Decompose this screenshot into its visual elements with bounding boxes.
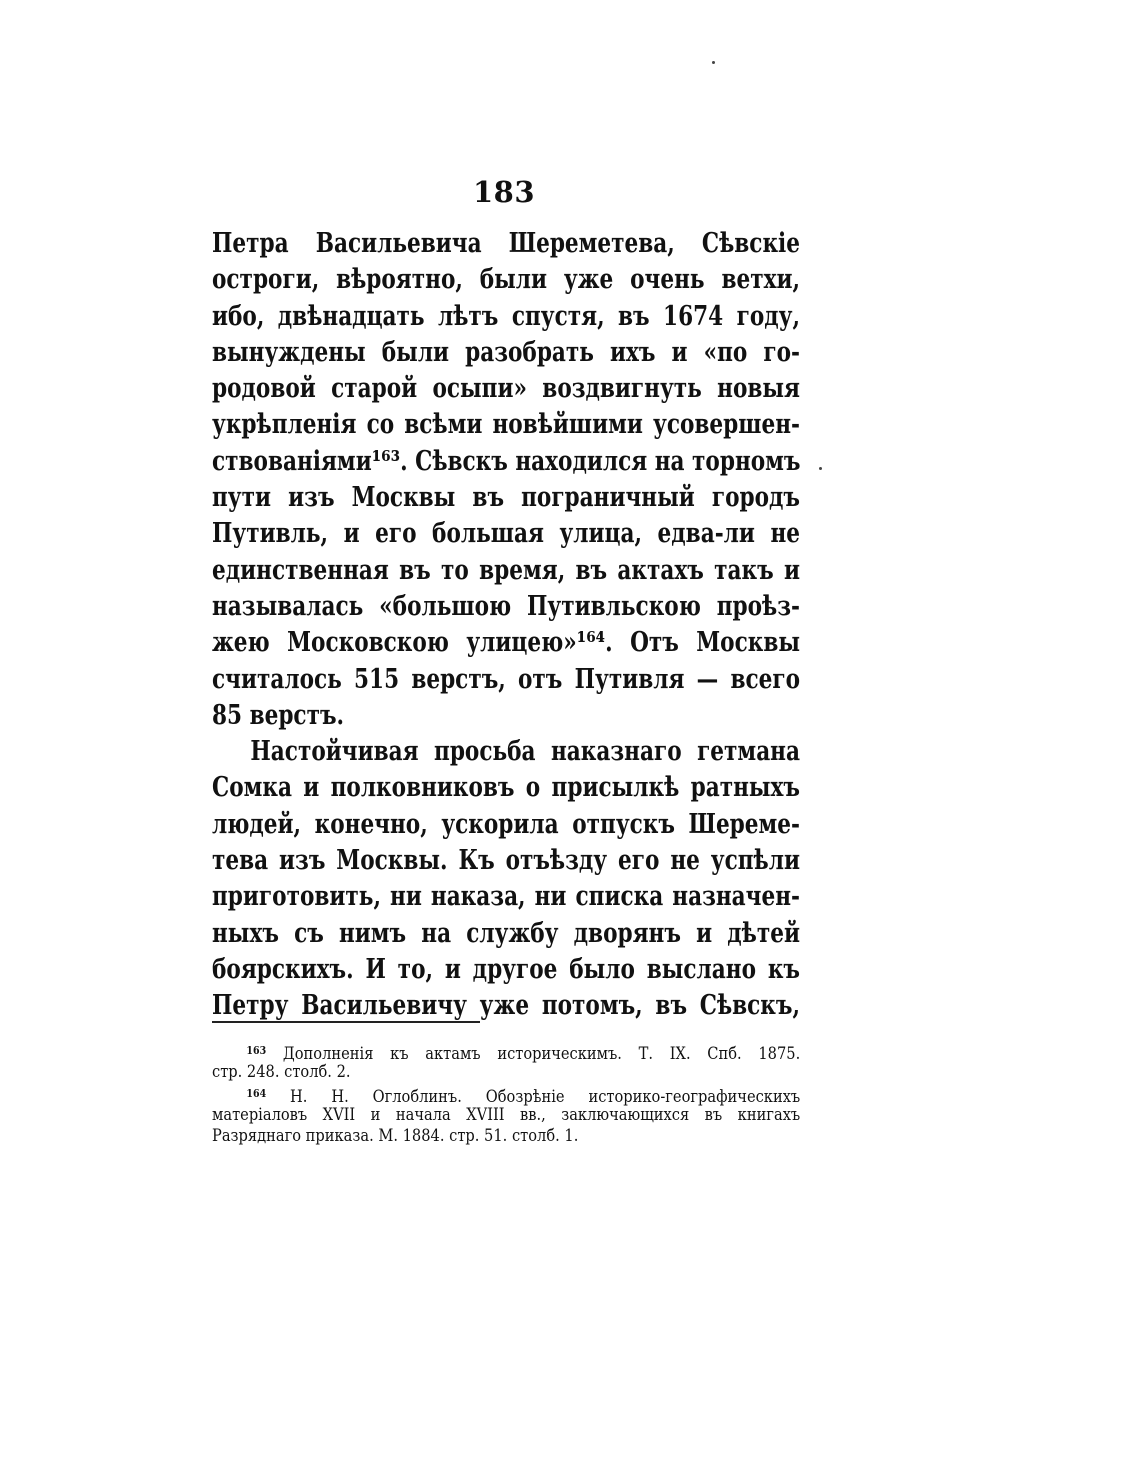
text-line: Настойчивая просьба наказнаго гетмана — [250, 736, 800, 768]
footnote-line — [212, 1083, 800, 1105]
footnote-164 — [212, 1083, 800, 1148]
footnote-divider — [212, 1021, 480, 1023]
text-line: Петра Васильевича Шереметева, Сѣвскіе — [212, 228, 800, 259]
text-line: жею Московскою улицею»¹⁶⁴. Отъ Москвы — [212, 627, 800, 659]
text-line: считалось 515 верстъ, отъ Путивля — всего — [212, 663, 800, 695]
text-line: родовой старой осыпи» воздвигнуть новыя — [212, 373, 800, 405]
text-line: вынуждены были разобрать ихъ и «по го- — [212, 336, 800, 368]
text-line: Сомка и полковниковъ о присылкѣ ратныхъ — [212, 772, 800, 804]
text-line: тева изъ Москвы. Къ отъѣзду его не успѣли — [212, 845, 800, 877]
footnote-163 — [212, 1040, 800, 1083]
text-line: ныхъ съ нимъ на службу дворянъ и дѣтей — [212, 917, 800, 949]
footnote-line — [212, 1040, 800, 1062]
footnote-line: Разряднаго приказа. М. 1884. стр. 51. столб. 1. — [212, 1126, 579, 1146]
text-line: 85 верстъ. — [212, 699, 345, 731]
text-line: укрѣпленія со всѣми новѣйшими усовершен- — [212, 409, 800, 441]
scan-speck — [819, 467, 822, 470]
footnote-text: Дополненія къ актамъ историческимъ. Т. IX. Спб. 1875. — [282, 1044, 801, 1064]
footnote-line: матеріаловъ XVII и начала XVIII вв., заключающихся въ книгахъ — [212, 1104, 801, 1125]
text-line: людей, конечно, ускорила отпускъ Шереме- — [212, 808, 800, 840]
scan-speck — [712, 61, 715, 64]
text-line: называлась «большою Путивльскою проѣз- — [212, 590, 800, 622]
footnote-text: Н. Н. Оглоблинъ. Обозрѣніе историко-географическихъ — [290, 1087, 801, 1107]
footnote-marker: 164 — [246, 1087, 267, 1100]
text-line: Петру Васильевичу уже потомъ, въ Сѣвскъ, — [212, 990, 800, 1022]
text-line: ибо, двѣнадцать лѣтъ спустя, въ 1674 году, — [212, 300, 800, 332]
footnote-marker: 163 — [246, 1044, 267, 1057]
text-line: приготовить, ни наказа, ни списка назначен- — [212, 881, 800, 913]
main-text — [212, 226, 800, 1025]
text-line: Путивль, и его большая улица, едва-ли не — [212, 518, 800, 550]
text-line: боярскихъ. И то, и другое было выслано къ — [212, 953, 800, 985]
text-line: ствованіями¹⁶³. Сѣвскъ находился на торномъ — [212, 445, 801, 477]
text-line: остроги, вѣроятно, были уже очень ветхи, — [212, 264, 800, 296]
footnote-line: стр. 248. столб. 2. — [212, 1061, 351, 1082]
footnotes — [212, 1040, 800, 1148]
page-number: 183 — [472, 175, 536, 209]
text-line: пути изъ Москвы въ пограничный городъ — [212, 482, 800, 514]
text-line: единственная въ то время, въ актахъ такъ и — [212, 554, 800, 586]
